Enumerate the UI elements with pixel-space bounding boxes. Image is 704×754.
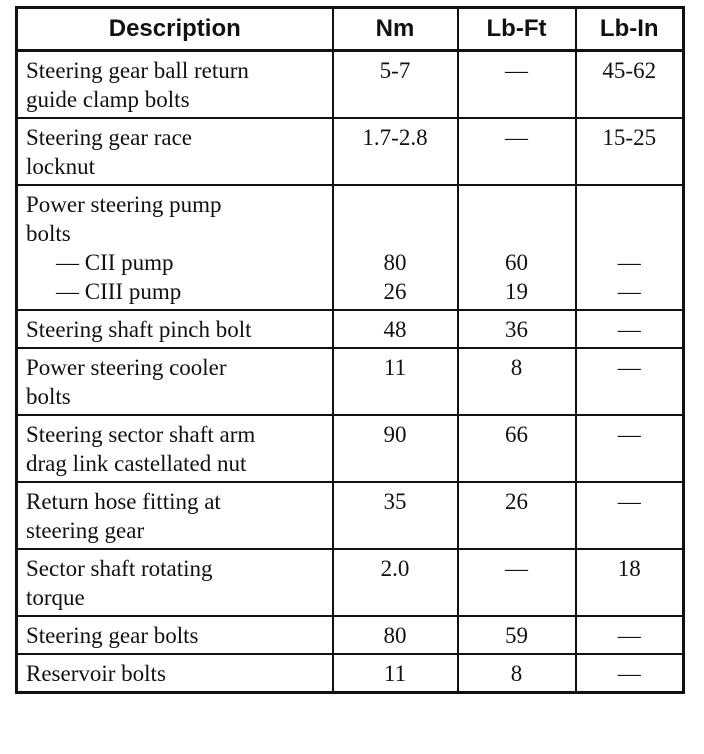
sub-item-lbft: 19 — [505, 279, 528, 304]
lbft-cell: 8 — [458, 654, 576, 693]
table-row — [17, 616, 684, 654]
sub-item-lbin: — — [617, 279, 641, 304]
table-row — [17, 118, 684, 185]
nm-cell: 80 — [333, 616, 458, 654]
table-row — [17, 51, 684, 119]
lbin-cell — [576, 185, 684, 310]
description-line: Power steering cooler — [26, 355, 227, 380]
description-line: Power steering pump — [26, 192, 222, 217]
description-line: Sector shaft rotating — [26, 556, 213, 581]
lbft-cell: 59 — [458, 616, 576, 654]
description-cell — [17, 310, 333, 348]
lbft-cell: 8 — [458, 348, 576, 415]
description-line: Steering shaft pinch bolt — [26, 317, 252, 342]
torque-spec-table — [15, 6, 685, 694]
description-cell — [17, 348, 333, 415]
description-line: bolts — [26, 384, 71, 409]
table-row — [17, 310, 684, 348]
description-line: Steering sector shaft arm — [26, 422, 256, 447]
sub-item-label: — CIII pump — [56, 279, 182, 304]
header-nm: Nm — [333, 8, 458, 51]
lbft-cell: — — [458, 51, 576, 119]
header-row — [17, 8, 684, 51]
lbin-cell: 18 — [576, 549, 684, 616]
description-line: Reservoir bolts — [26, 661, 166, 686]
description-cell — [17, 415, 333, 482]
lbft-cell: 66 — [458, 415, 576, 482]
nm-cell: 90 — [333, 415, 458, 482]
header-description: Description — [17, 8, 333, 51]
sub-item-label: — CII pump — [56, 250, 174, 275]
description-line: Steering gear race — [26, 125, 193, 150]
nm-cell: 11 — [333, 348, 458, 415]
nm-cell: 2.0 — [333, 549, 458, 616]
table-row — [17, 654, 684, 693]
nm-cell: 1.7-2.8 — [333, 118, 458, 185]
nm-cell: 48 — [333, 310, 458, 348]
header-lbft: Lb-Ft — [458, 8, 576, 51]
sub-item-nm: 26 — [383, 279, 407, 304]
description-line: Return hose fitting at — [26, 489, 221, 514]
description-line: guide clamp bolts — [26, 87, 190, 112]
lbft-cell: 26 — [458, 482, 576, 549]
table-row — [17, 415, 684, 482]
description-cell — [17, 549, 333, 616]
lbin-cell: — — [576, 310, 684, 348]
lbin-cell: — — [576, 415, 684, 482]
description-cell — [17, 482, 333, 549]
header-lbin: Lb-In — [576, 8, 684, 51]
lbft-cell: 36 — [458, 310, 576, 348]
nm-cell — [333, 185, 458, 310]
lbft-cell: — — [458, 118, 576, 185]
lbin-cell: 15-25 — [576, 118, 684, 185]
table-row — [17, 185, 684, 310]
nm-cell: 5-7 — [333, 51, 458, 119]
sub-item-lbft: 60 — [505, 250, 528, 275]
nm-cell: 35 — [333, 482, 458, 549]
lbin-cell: 45-62 — [576, 51, 684, 119]
description-cell — [17, 51, 333, 119]
description-cell — [17, 185, 333, 310]
table-row — [17, 348, 684, 415]
lbft-cell: — — [458, 549, 576, 616]
description-line: drag link castellated nut — [26, 451, 247, 476]
lbin-cell: — — [576, 654, 684, 693]
description-cell — [17, 118, 333, 185]
description-line: torque — [26, 585, 85, 610]
description-cell — [17, 654, 333, 693]
nm-cell: 11 — [333, 654, 458, 693]
description-line: steering gear — [26, 518, 145, 543]
description-line: Steering gear bolts — [26, 623, 199, 648]
table-row — [17, 549, 684, 616]
lbin-cell: — — [576, 616, 684, 654]
lbft-cell — [458, 185, 576, 310]
description-cell — [17, 616, 333, 654]
description-line: bolts — [26, 221, 71, 246]
table-row — [17, 482, 684, 549]
sub-item-lbin: — — [617, 250, 641, 275]
lbin-cell: — — [576, 482, 684, 549]
description-line: Steering gear ball return — [26, 58, 249, 83]
lbin-cell: — — [576, 348, 684, 415]
description-line: locknut — [26, 154, 95, 179]
sub-item-nm: 80 — [383, 250, 407, 275]
